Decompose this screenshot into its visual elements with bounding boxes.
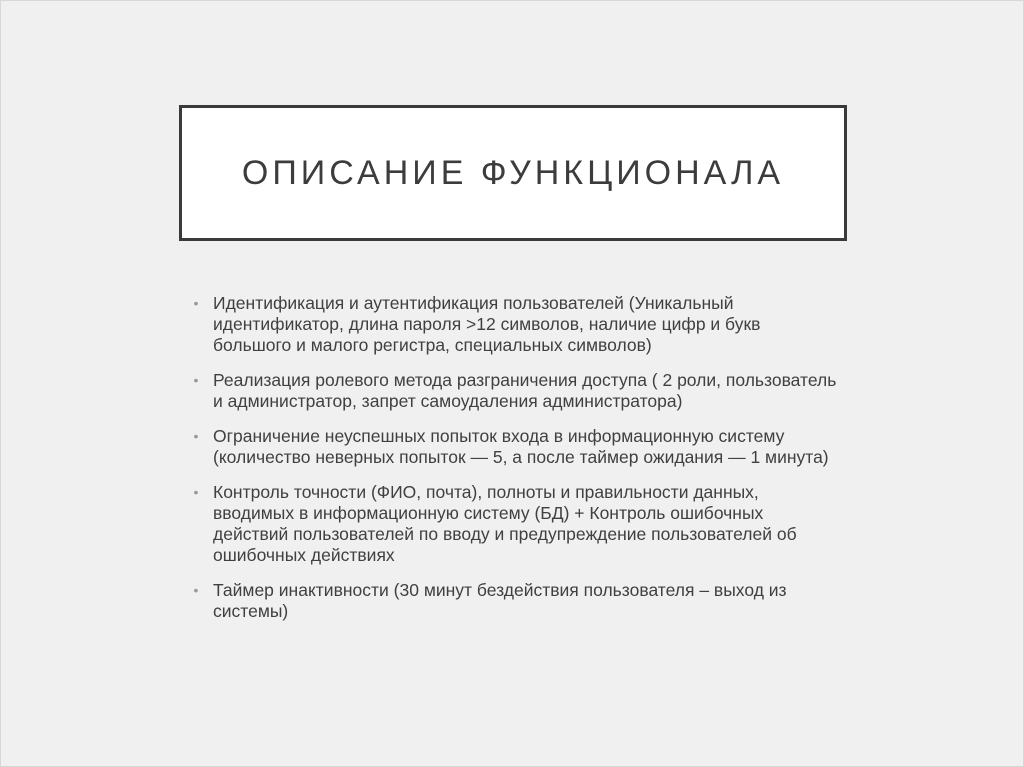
bullet-item-5 <box>191 580 841 622</box>
bullet-text: Реализация ролевого метода разграничения доступа ( 2 роли, пользователь и администратор, запрет самоудаления администратора) <box>213 370 837 411</box>
bullet-dot-icon: • <box>193 582 199 598</box>
bullet-dot-icon: • <box>193 372 199 388</box>
bullet-text: Идентификация и аутентификация пользователей (Уникальный идентификатор, длина пароля >12 символов, наличие цифр и букв большого и малого регистра, специальных символов) <box>213 293 761 355</box>
bullet-dot-icon: • <box>193 484 199 500</box>
bullet-dot-icon: • <box>193 428 199 444</box>
title-box <box>179 105 847 241</box>
bullet-list <box>191 293 841 636</box>
slide-title: ОПИСАНИЕ ФУНКЦИОНАЛА <box>241 153 785 192</box>
bullet-item-1 <box>191 293 841 356</box>
bullet-item-3 <box>191 426 841 468</box>
bullet-text: Контроль точности (ФИО, почта), полноты и правильности данных, вводимых в информационную систему (БД) + Контроль ошибочных действий пользователей по вводу и предупреждение пользователей об ошибочных действиях <box>213 482 797 565</box>
bullet-item-2 <box>191 370 841 412</box>
bullet-text: Ограничение неуспешных попыток входа в информационную систему (количество неверных попыток — 5, а после таймер ожидания — 1 минута) <box>213 426 829 467</box>
bullet-item-4 <box>191 482 841 566</box>
bullet-text: Таймер инактивности (30 минут бездействия пользователя – выход из системы) <box>213 580 787 621</box>
bullet-dot-icon: • <box>193 295 199 311</box>
